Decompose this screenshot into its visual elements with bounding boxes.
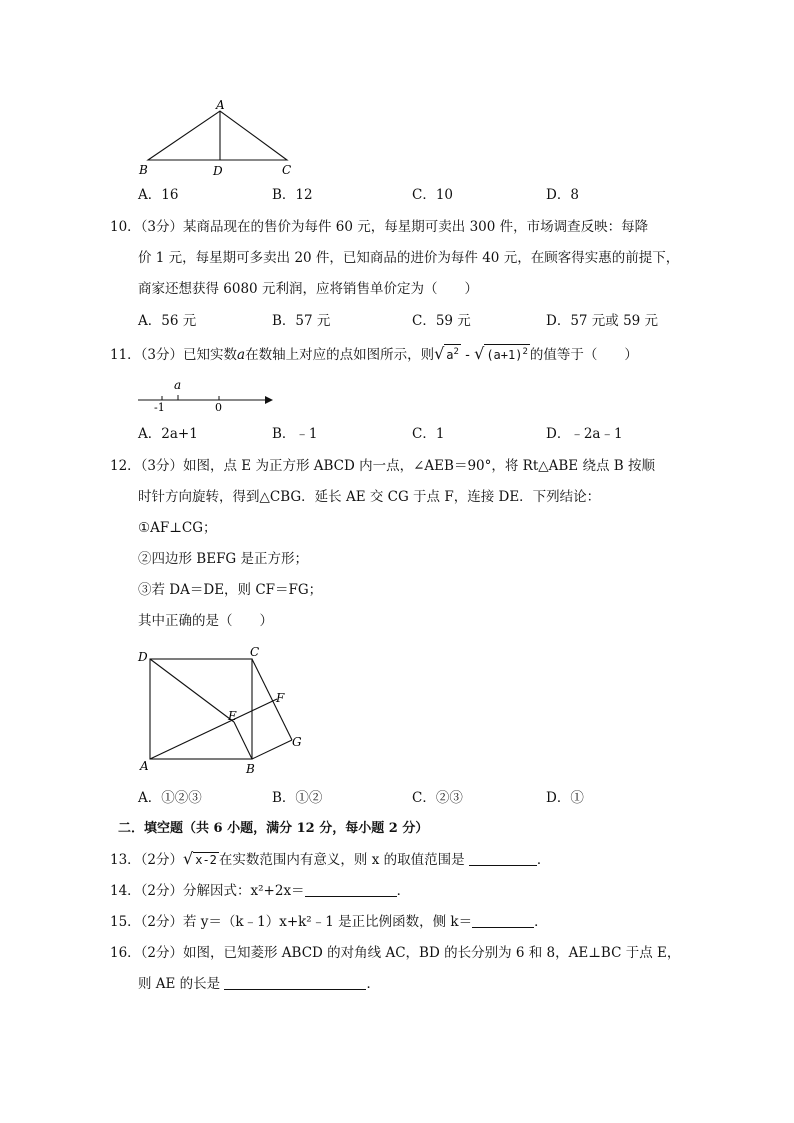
q12-square-figure bbox=[132, 642, 312, 782]
q9-option-d[interactable]: D．8 bbox=[546, 187, 579, 203]
segment-eb bbox=[234, 722, 252, 759]
q13-radicand: x-2 bbox=[195, 853, 217, 867]
q10-option-c[interactable]: C．59 元 bbox=[412, 313, 471, 329]
segment-bg bbox=[252, 740, 292, 759]
q12-statement-2: ②四边形 BEFG 是正方形； bbox=[138, 551, 309, 567]
q12-line-1: 12．（3分）如图，点 E 为正方形 ABCD 内一点，∠AEB＝90°，将 Rt△ABE 绕点 B 按顺 bbox=[110, 458, 655, 474]
sqrt-sign-icon: √ bbox=[474, 344, 485, 363]
q11-option-b[interactable]: B．﹣1 bbox=[272, 426, 318, 442]
segment-de bbox=[150, 659, 234, 722]
q14-end: ． bbox=[396, 883, 411, 899]
label-b: B bbox=[139, 163, 148, 177]
label-neg1: -1 bbox=[154, 401, 165, 414]
q10-line-1: 10．（3分）某商品现在的售价为每件 60 元，每星期可卖出 300 件，市场调查反映：每降 bbox=[110, 219, 649, 235]
q14 bbox=[110, 882, 410, 900]
q14-answer-blank[interactable] bbox=[305, 882, 397, 897]
q12-option-b[interactable]: B．①② bbox=[272, 790, 323, 806]
q12-option-c[interactable]: C．②③ bbox=[412, 790, 463, 806]
q10-option-a[interactable]: A．56 元 bbox=[138, 313, 197, 329]
q11-number-line bbox=[135, 378, 280, 414]
q13-end: ． bbox=[536, 852, 551, 868]
label-a-point: a bbox=[174, 378, 182, 392]
q12-option-a[interactable]: A．①②③ bbox=[138, 790, 202, 806]
q16-line-2 bbox=[138, 975, 380, 993]
q13-suffix: 在实数范围内有意义，则 x 的取值范围是 bbox=[218, 852, 465, 868]
segment-cg bbox=[252, 659, 292, 740]
q13-answer-blank[interactable] bbox=[469, 851, 537, 866]
q15-end: ． bbox=[534, 914, 548, 930]
label-c: C bbox=[250, 645, 260, 659]
label-g: G bbox=[292, 735, 302, 749]
q11-option-d[interactable]: D．﹣2a﹣1 bbox=[546, 426, 623, 442]
q16-line-1: 16．（2分）如图，已知菱形 ABCD 的对角线 AC，BD 的长分别为 6 和 8，AE⊥BC 于点 E， bbox=[110, 945, 681, 961]
q15-answer-blank[interactable] bbox=[472, 913, 534, 928]
q9-triangle-figure bbox=[135, 96, 305, 180]
q12-ask: 其中正确的是（ ） bbox=[138, 613, 273, 629]
q12-statement-1: ①AF⊥CG； bbox=[138, 520, 217, 536]
q9-option-b[interactable]: B．12 bbox=[272, 187, 313, 203]
q11-radicand-2: $(a+1)^2$ bbox=[484, 344, 530, 362]
q11-option-a[interactable]: A．2a+1 bbox=[138, 426, 198, 442]
label-e: E bbox=[228, 709, 237, 723]
label-f: F bbox=[276, 691, 285, 705]
label-b: B bbox=[246, 762, 255, 776]
label-a: A bbox=[216, 98, 225, 112]
q13 bbox=[110, 850, 550, 869]
q11-prefix: 11．（3分）已知实数 bbox=[110, 347, 238, 363]
q16-end: ． bbox=[366, 976, 380, 992]
q13-prefix: 13．（2分） bbox=[110, 852, 184, 868]
q12-option-d[interactable]: D．① bbox=[546, 790, 584, 806]
q11-minus: - bbox=[465, 347, 470, 363]
q16-answer-blank[interactable] bbox=[224, 975, 366, 990]
q11-var: a bbox=[237, 347, 246, 363]
q11-stem bbox=[110, 344, 638, 364]
label-d: D bbox=[138, 650, 148, 664]
label-a: A bbox=[140, 759, 149, 773]
label-zero: 0 bbox=[215, 401, 222, 414]
triangle-abc bbox=[148, 111, 287, 160]
section-2-heading: 二．填空题（共 6 小题，满分 12 分，每小题 2 分） bbox=[118, 821, 429, 836]
q10-line-2: 价 1 元，每星期可多卖出 20 件，已知商品的进价为每件 40 元，在顾客得实惠的前提下， bbox=[138, 250, 680, 266]
q9-option-a[interactable]: A．16 bbox=[138, 187, 179, 203]
q14-prefix: 14．（2分）分解因式：x²+2x＝ bbox=[110, 883, 305, 899]
q11-mid: 在数轴上对应的点如图所示，则 bbox=[245, 347, 435, 363]
label-d: D bbox=[213, 164, 223, 178]
q16-line-2-text: 则 AE 的长是 bbox=[138, 976, 221, 992]
q15 bbox=[110, 913, 548, 931]
q11-radicand-1: $a^2$ bbox=[444, 344, 461, 362]
q12-line-2: 时针方向旋转，得到△CBG．延长 AE 交 CG 于点 F，连接 DE．下列结论： bbox=[138, 489, 601, 505]
sqrt-sign-icon: √ bbox=[183, 849, 194, 868]
q10-option-d[interactable]: D．57 元或 59 元 bbox=[546, 313, 659, 329]
segment-af bbox=[150, 699, 277, 759]
axis-arrow-icon bbox=[265, 396, 273, 404]
q9-option-c[interactable]: C．10 bbox=[412, 187, 454, 203]
q10-line-3: 商家还想获得 6080 元利润，应将销售单价定为（ ） bbox=[138, 281, 478, 297]
label-c: C bbox=[282, 163, 292, 177]
q12-statement-3: ③若 DA＝DE，则 CF＝FG； bbox=[138, 582, 323, 598]
q10-option-b[interactable]: B．57 元 bbox=[272, 313, 331, 329]
sqrt-sign-icon: √ bbox=[434, 344, 445, 363]
q15-prefix: 15．（2分）若 y＝（k﹣1）x+k²﹣1 是正比例函数，侧 k＝ bbox=[110, 914, 473, 930]
q11-suffix: 的值等于（ ） bbox=[529, 347, 638, 363]
q11-option-c[interactable]: C．1 bbox=[412, 426, 445, 442]
